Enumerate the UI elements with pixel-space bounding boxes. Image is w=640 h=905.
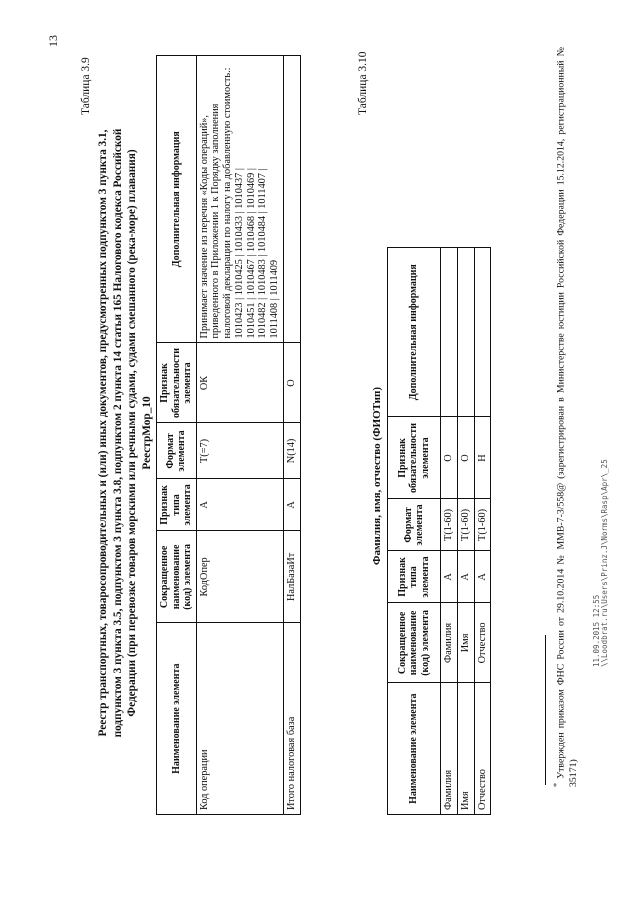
info-line: 1011408 | 1011409 [269, 259, 281, 339]
stamp-line: 11.09.2015 12:55 [592, 594, 601, 667]
table-3-9 [156, 55, 301, 815]
header-cell: Признак обязательности элемента [157, 343, 197, 423]
header-cell: Признак типа элемента [388, 551, 441, 603]
element-format: Т(1-60) [474, 499, 491, 551]
table-3-9-label: Таблица 3.9 [80, 57, 92, 115]
header-cell: Наименование элемента [157, 623, 197, 815]
element-type: А [196, 479, 284, 531]
table-row [284, 56, 301, 815]
page-number: 13 [46, 35, 60, 47]
header-cell: Формат элемента [388, 499, 441, 551]
element-required: Н [474, 417, 491, 499]
element-format: Т(1-60) [441, 499, 458, 551]
element-name: Фамилия [441, 683, 458, 815]
info-line: Принимает значение из перечня «Коды операций», приведенного в Приложении 1 к Порядку заполнения налоговой декларации по налогу на добавленную стоимость.: [198, 67, 234, 339]
info-line: 1010423 | 1010425 | 1010433 | 1010437 | [233, 168, 245, 339]
title-line: РеестрМор_10 [140, 396, 153, 470]
footnote-divider [545, 635, 546, 785]
table-3-10-label: Таблица 3.10 [357, 51, 369, 115]
header-cell: Формат элемента [157, 423, 197, 479]
footnote-marker: * [552, 782, 561, 787]
table-3-10-title: Фамилия, имя, отчество (ФИОТип) [371, 386, 383, 565]
print-stamp [593, 459, 609, 667]
header-cell: Признак обязательности элемента [388, 417, 441, 499]
table-3-9-title [96, 53, 154, 813]
element-code: Отчество [474, 603, 491, 683]
header-cell: Дополнительная информация [157, 56, 197, 343]
element-type: А [474, 551, 491, 603]
header-cell: Признак типа элемента [157, 479, 197, 531]
table-row [441, 248, 458, 815]
title-line: Реестр транспортных, товаросопроводительных и (или) иных документов, предусмотренных подпунктом 3 пункта 3.1, [97, 129, 109, 737]
element-type: А [284, 479, 301, 531]
title-line: подпунктом 3 пункта 3.5, подпунктом 3 пункта 3.8, подпунктом 2 пункта 14 статьи 165 Налогового кодекса Российской [111, 128, 124, 738]
table-row [457, 248, 474, 815]
info-line: 1010482 | 1010483 | 1010484 | 1011407 | [257, 168, 269, 339]
element-name: Код операции [196, 623, 284, 815]
footnote-text: Утвержден приказом ФНС России от 29.10.2014 № ММВ-7-3/558@ (зарегистрирован в Министерстве юстиции Российской Федерации 15.12.2014, регистрационный № 35171) [555, 46, 580, 787]
info-line: 1010451 | 1010467 | 1010468 | 1010469 | [245, 168, 257, 339]
element-info [441, 248, 458, 417]
element-format: N(14) [284, 423, 301, 479]
footnote [550, 47, 580, 787]
element-info [196, 56, 284, 343]
element-name: Имя [457, 683, 474, 815]
element-format: Т(=7) [196, 423, 284, 479]
header-cell: Сокращенное наименование (код) элемента [157, 531, 197, 623]
header-cell: Наименование элемента [388, 683, 441, 815]
element-required: О [284, 343, 301, 423]
title-line: Федерации (при перевозке товаров морскими или речными судами, судами смешанного (река-море) плавания) [126, 149, 139, 717]
element-type: А [457, 551, 474, 603]
element-required: ОК [196, 343, 284, 423]
table-header-row [157, 56, 197, 815]
header-cell: Дополнительная информация [388, 248, 441, 417]
element-info [284, 56, 301, 343]
element-info [457, 248, 474, 417]
table-header-row [388, 248, 441, 815]
table-row [196, 56, 284, 815]
stamp-line: \\Loodbrat.ru\Users\Prinz.J\Norms\Rasp\Apr\_25 [600, 459, 609, 667]
element-type: А [441, 551, 458, 603]
element-code: Фамилия [441, 603, 458, 683]
table-3-10 [387, 247, 491, 815]
element-name: Итого налоговая база [284, 623, 301, 815]
table-row [474, 248, 491, 815]
element-code: НалБазаИт [284, 531, 301, 623]
element-code: КодОпер [196, 531, 284, 623]
element-name: Отчество [474, 683, 491, 815]
element-format: Т(1-60) [457, 499, 474, 551]
element-code: Имя [457, 603, 474, 683]
element-required: О [457, 417, 474, 499]
element-required: О [441, 417, 458, 499]
header-cell: Сокращенное наименование (код) элемента [388, 603, 441, 683]
element-info [474, 248, 491, 417]
